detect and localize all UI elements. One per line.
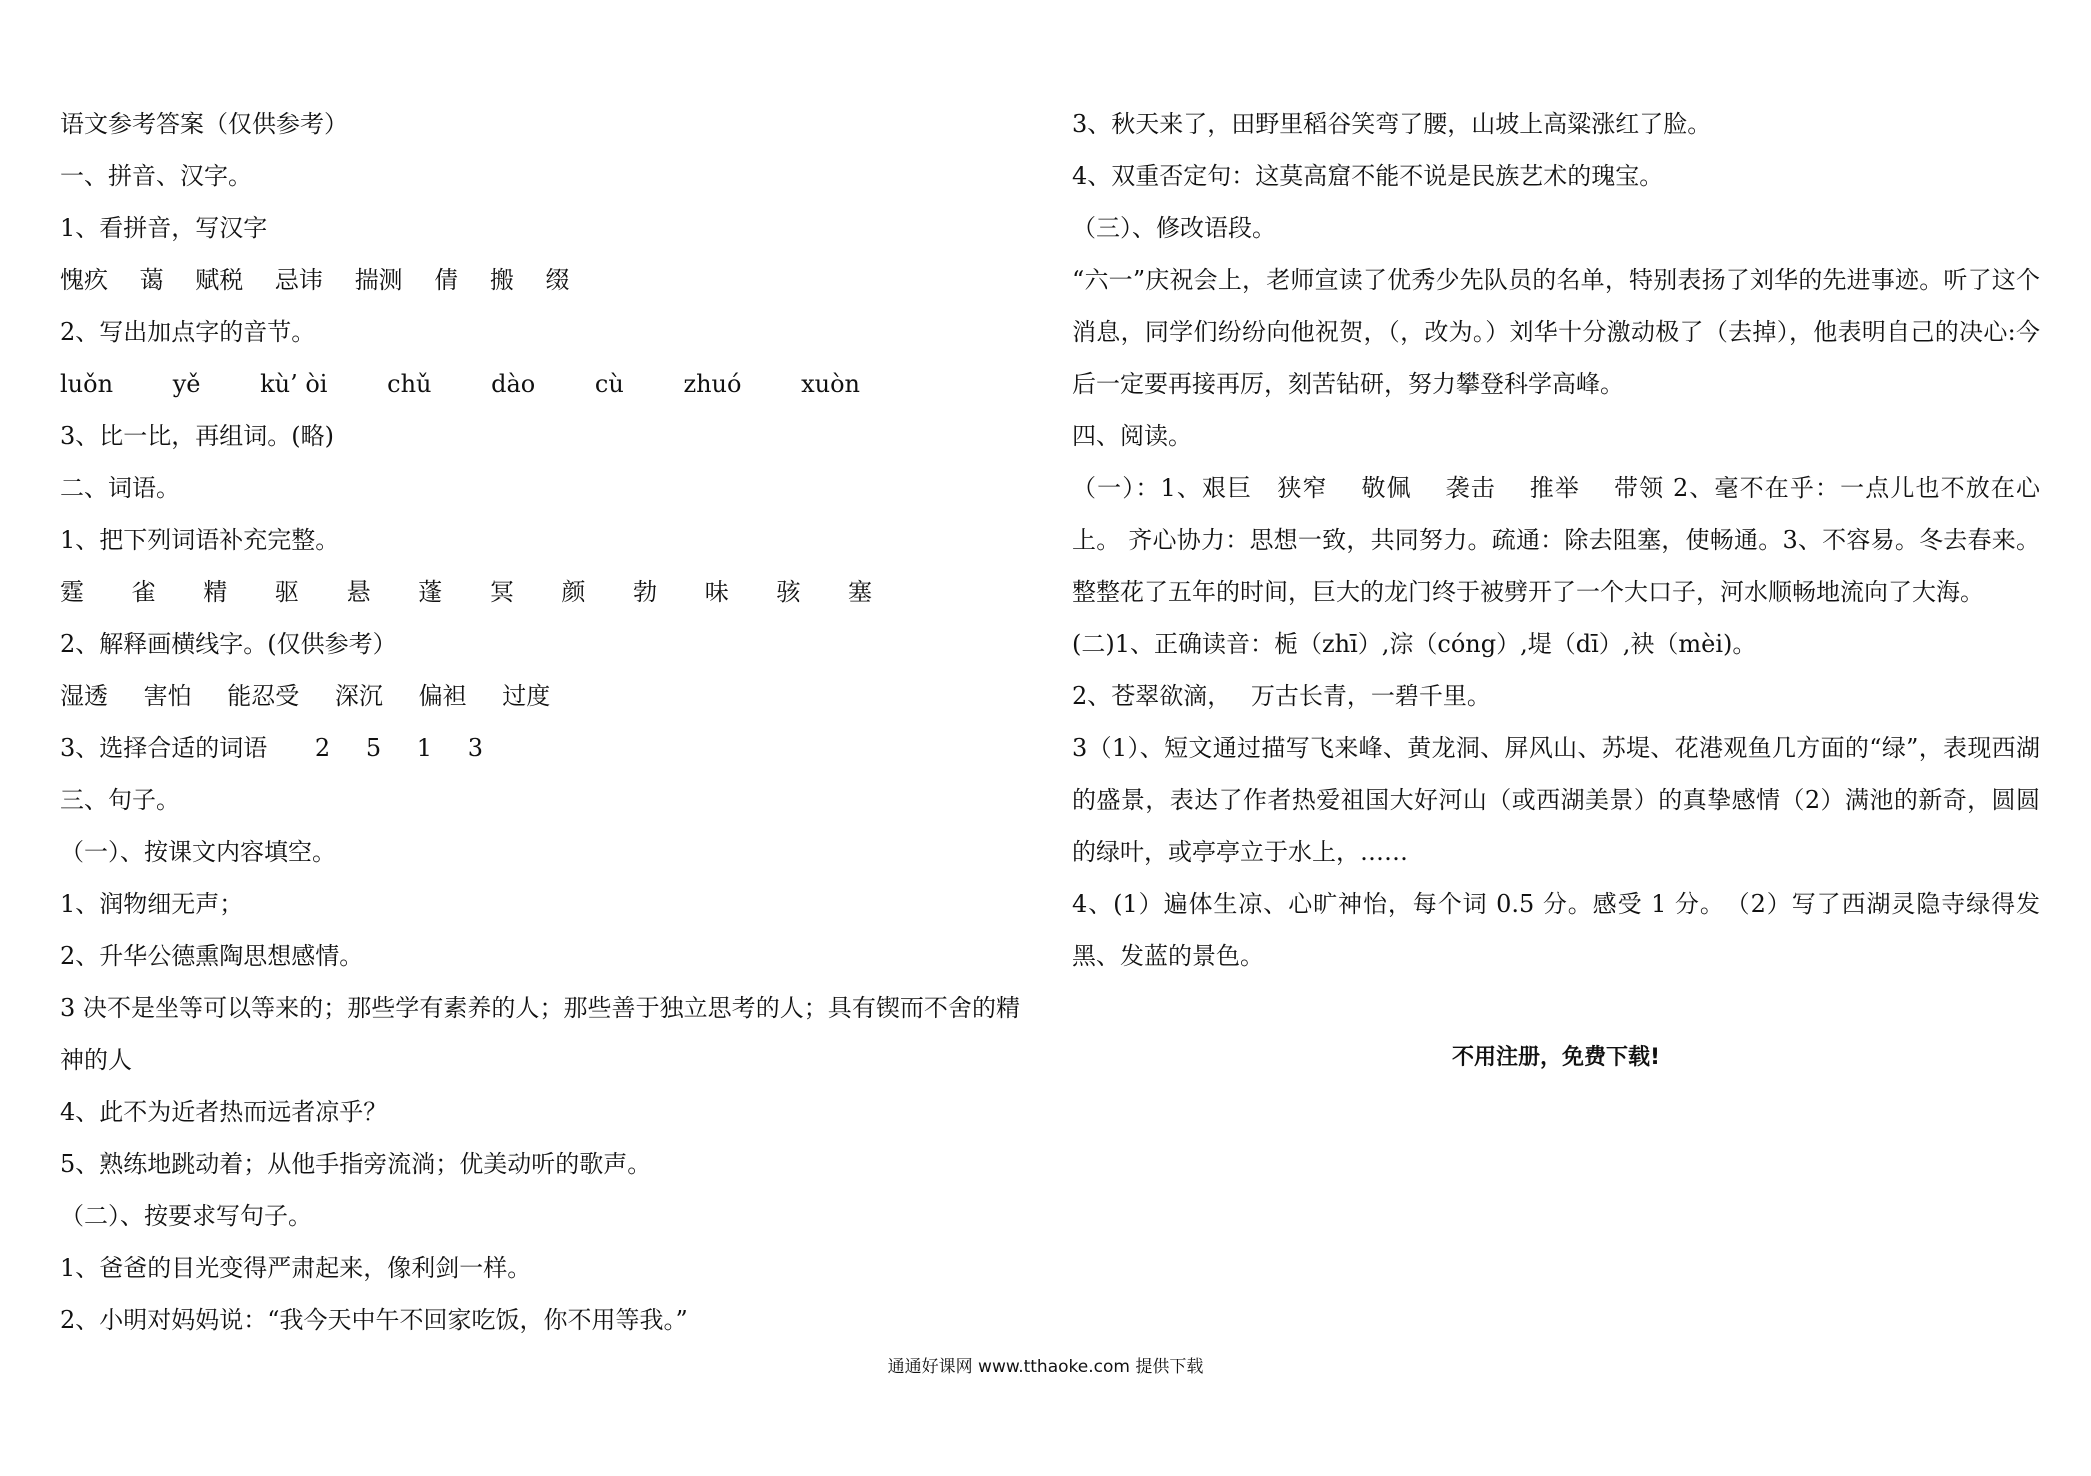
question-1-1: 1、看拼音，写汉字 [60,214,268,242]
char: 塞 [848,578,873,606]
answer-4-2-4: 4、(1）遍体生凉、心旷神怡，每个词 0.5 分。感受 1 分。 （2）写了西湖灵隐寺绿得发黑、发蓝的景色。 [1072,890,2040,970]
word: 愧疚 [60,266,108,294]
char: 勃 [633,578,658,606]
word: 揣测 [354,266,403,294]
char: 颜 [561,578,586,606]
char: 冥 [489,578,514,606]
question-1-2: 2、写出加点字的音节。 [60,318,316,346]
answer-3-1-1: 1、润物细无声； [60,890,244,918]
section-1-heading: 一、拼音、汉字。 [60,162,252,190]
answer-3-1-3: 3 决不是坐等可以等来的；那些学有素养的人；那些善于独立思考的人；具有锲而不舍的精神的人 [60,994,1020,1074]
section-3-heading: 三、句子。 [60,786,180,814]
subsection-3-1: （一）、按课文内容填空。 [60,838,336,866]
number: 1 [416,734,433,762]
answer-4-2-2: 2、苍翠欲滴， 万古长青，一碧千里。 [1072,682,1491,710]
word: 倩 [434,266,459,294]
word: 赋税 [195,266,244,294]
number: 3 [467,734,483,762]
answer-3-2-3: 3、秋天来了，田野里稻谷笑弯了腰，山坡上高粱涨红了脸。 [1072,110,1712,138]
pinyin: zhuó [683,370,742,398]
page-footer: 通通好课网 www.tthaoke.com 提供下载 [887,1357,1204,1377]
section-2-heading: 二、词语。 [60,474,180,502]
pinyin: kù’ òi [260,370,328,398]
question-2-3-label: 3、选择合适的词语 [60,734,268,762]
question-2-3 [60,722,1040,774]
question-1-3: 3、比一比，再组词。(略) [60,422,334,450]
answer-3-1-4: 4、此不为近者热而远者凉乎？ [60,1098,388,1126]
char: 悬 [346,578,371,606]
char: 蓬 [418,578,443,606]
answer-3-1-5: 5、熟练地跳动着；从他手指旁流淌；优美动听的歌声。 [60,1150,652,1178]
subsection-3-3: （三）、修改语段。 [1072,214,1276,242]
question-2-2: 2、解释画横线字。(仅供参考） [60,630,397,658]
char: 精 [203,578,228,606]
answer-3-2-4: 4、双重否定句：这莫高窟不能不说是民族艺术的瑰宝。 [1072,162,1664,190]
word: 害怕 [143,682,192,710]
word: 搬 [489,266,514,294]
pinyin: dào [491,370,536,398]
char: 骇 [776,578,801,606]
answer-1-2-pinyin [60,358,1040,410]
number: 2 [314,734,331,762]
word: 深沉 [334,682,383,710]
word: 偏袒 [418,682,467,710]
char: 霆 [60,578,84,606]
answer-4-2-1: (二)1、正确读音：栀（zhī）,淙（cóng）,堤（dī）,袂（mèi)。 [1072,630,1757,658]
word: 忌讳 [274,266,323,294]
char: 味 [704,578,729,606]
answer-3-2-1: 1、爸爸的目光变得严肃起来，像利剑一样。 [60,1254,532,1282]
answer-4-1: （一）：1、艰巨 狭窄 敬佩 袭击 推举 带领 2、毫不在乎：一点儿也不放在心上。 齐心协力：思想一致，共同努力。疏通：除去阻塞，使畅通。3、不容易。冬去春来。整整花了五年的时间，巨大的龙门终于被劈开了一个大口子，河水顺畅地流向了大海。 [1072,474,2040,606]
word: 过度 [502,682,551,710]
pinyin: xuòn [801,370,860,398]
answer-2-2-words [60,670,1040,722]
word: 能忍受 [227,682,300,710]
answer-3-2-2: 2、小明对妈妈说：“我今天中午不回家吃饭，你不用等我。” [60,1306,688,1334]
pinyin: luǒn [60,370,114,398]
answer-3-3-paragraph: “六一”庆祝会上，老师宣读了优秀少先队员的名单，特别表扬了刘华的先进事迹。听了这个消息，同学们纷纷向他祝贺，（，改为。）刘华十分激动极了（去掉），他表明自己的决心:今后一定要再接再厉，刻苦钻研，努力攀登科学高峰。 [1072,266,2040,398]
pinyin: yě [172,370,201,398]
word: 蔼 [139,266,164,294]
word: 湿透 [60,682,108,710]
section-4-heading: 四、阅读。 [1072,422,1192,450]
download-notice: 不用注册，免费下载! [1451,1045,1661,1070]
answer-1-1-words [60,254,1040,306]
right-column [1072,98,2040,982]
subsection-3-2: （二）、按要求写句子。 [60,1202,312,1230]
char: 驱 [274,578,299,606]
answer-title: 语文参考答案（仅供参考） [60,110,348,138]
answer-4-2-3: 3（1）、短文通过描写飞来峰、黄龙洞、屏风山、苏堤、花港观鱼几方面的“绿”，表现西湖的盛景，表达了作者热爱祖国大好河山（或西湖美景）的真挚感情（2）满池的新奇，圆圆的绿叶，或亭亭立于水上，…… [1072,734,2040,866]
pinyin: cù [594,370,624,398]
question-2-1: 1、把下列词语补充完整。 [60,526,340,554]
number: 5 [365,734,382,762]
char: 雀 [131,578,156,606]
answer-2-1-chars [60,566,1040,618]
answer-3-1-2: 2、升华公德熏陶思想感情。 [60,942,364,970]
pinyin: chǔ [387,370,432,398]
left-column [60,98,1040,1346]
word: 缀 [545,266,570,294]
